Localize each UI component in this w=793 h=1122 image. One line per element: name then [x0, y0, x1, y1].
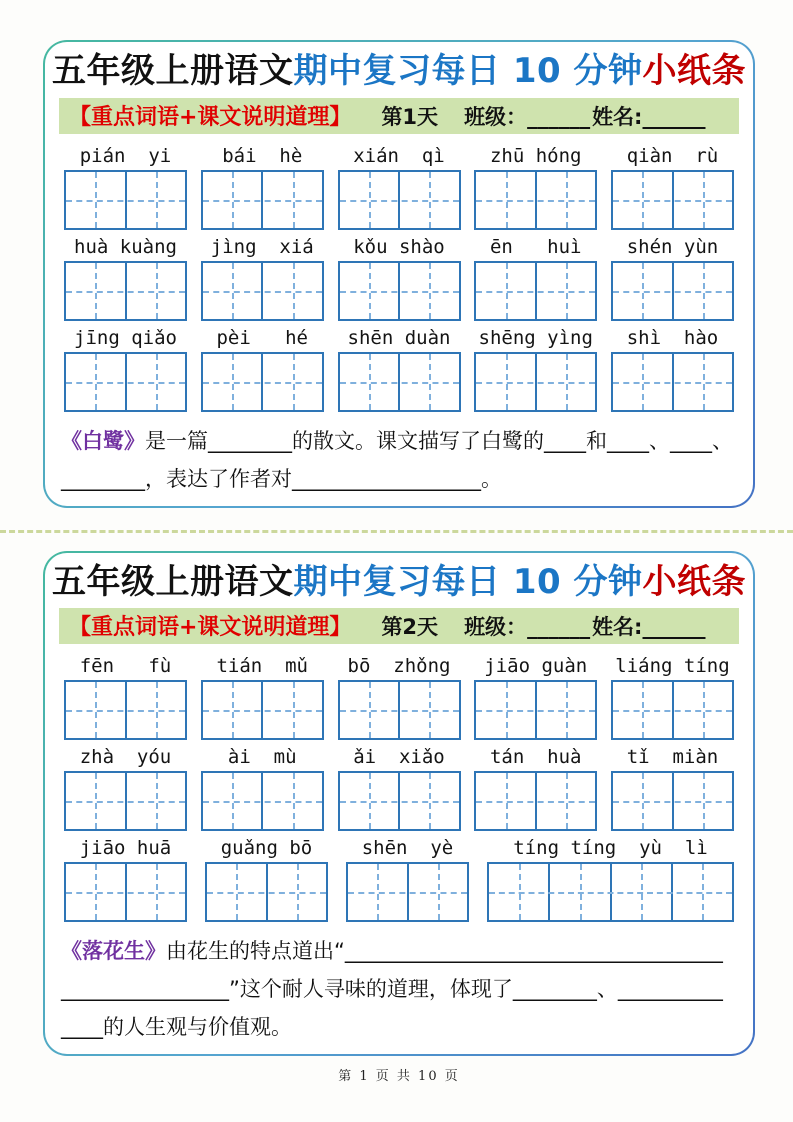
word-item	[611, 744, 734, 831]
grid-cell	[537, 172, 596, 228]
writing-grid	[474, 170, 597, 230]
word-item	[611, 234, 734, 321]
question-line	[61, 1008, 737, 1046]
question-line	[61, 422, 737, 460]
pinyin-label: guǎng bō	[220, 837, 313, 859]
grid-cell	[613, 354, 674, 410]
grid-cell	[203, 354, 264, 410]
word-row	[45, 744, 753, 831]
word-item-four-char	[487, 835, 734, 922]
word-row	[45, 234, 753, 321]
pinyin-label: jiāo huā	[79, 837, 172, 859]
grid-cell	[66, 682, 127, 738]
class-blank: ______	[527, 615, 591, 639]
grid-cell	[263, 354, 322, 410]
word-item	[64, 653, 187, 740]
writing-grid	[205, 862, 328, 922]
grid-cell	[400, 354, 459, 410]
grid-cell	[537, 682, 596, 738]
question-line	[61, 932, 737, 970]
banner-day: 第1天	[381, 104, 439, 129]
pinyin-label: liáng tíng	[615, 655, 730, 677]
word-item	[64, 835, 187, 922]
pinyin-label: shēn duàn	[347, 326, 451, 349]
grid-cell	[537, 263, 596, 319]
word-row	[45, 143, 753, 230]
pinyin-label: shì hào	[626, 326, 719, 349]
word-row	[45, 653, 753, 740]
fill-in-question	[61, 932, 737, 1046]
pinyin-label: bái hè	[222, 144, 303, 167]
course-title: 《落花生》	[61, 939, 166, 963]
question-line	[61, 970, 737, 1008]
grid-cell	[673, 864, 732, 920]
writing-grid	[474, 261, 597, 321]
word-item	[64, 744, 187, 831]
grid-cell	[400, 172, 459, 228]
writing-grid	[474, 352, 597, 412]
pinyin-label: tán huà	[489, 746, 582, 768]
writing-grid	[611, 170, 734, 230]
class-label: 班级：	[464, 104, 528, 129]
word-item	[338, 653, 461, 740]
grid-cell	[203, 682, 264, 738]
grid-cell	[127, 354, 186, 410]
worksheet-card-day2	[43, 551, 755, 1057]
class-label: 班级：	[464, 615, 528, 639]
grid-cell	[66, 773, 127, 829]
pinyin-label: ài mù	[227, 746, 297, 768]
title-review-part: 期中复习每日 10 分钟	[293, 51, 643, 91]
card-content	[45, 42, 753, 506]
writing-grid	[201, 170, 324, 230]
writing-grid	[64, 771, 187, 831]
writing-grid	[64, 680, 187, 740]
word-item	[64, 325, 187, 412]
writing-grid	[201, 261, 324, 321]
word-item	[474, 325, 597, 412]
writing-grid	[338, 261, 461, 321]
pinyin-label: qiàn rù	[626, 144, 719, 167]
grid-cell	[674, 172, 733, 228]
grid-cell	[674, 354, 733, 410]
grid-cell	[340, 354, 401, 410]
title-slip-part: 小纸条	[642, 51, 746, 91]
word-item	[611, 143, 734, 230]
word-item	[611, 325, 734, 412]
pinyin-label: huà kuàng	[74, 235, 177, 258]
writing-grid	[338, 170, 461, 230]
pinyin-label: tián mǔ	[216, 655, 308, 677]
writing-grid	[201, 771, 324, 831]
pinyin-label: pián yi	[79, 144, 172, 167]
writing-grid	[611, 261, 734, 321]
grid-cell	[127, 172, 186, 228]
grid-cell	[476, 773, 537, 829]
grid-cell	[537, 354, 596, 410]
writing-grid	[487, 862, 734, 922]
writing-grid	[474, 771, 597, 831]
writing-grid	[64, 862, 187, 922]
grid-cell	[400, 773, 459, 829]
pinyin-label: fēn fù	[79, 655, 172, 677]
grid-cell	[263, 682, 322, 738]
grid-cell	[613, 682, 674, 738]
word-item	[201, 744, 324, 831]
grid-cell	[400, 263, 459, 319]
word-item	[474, 744, 597, 831]
grid-cell	[476, 354, 537, 410]
grid-cell	[263, 263, 322, 319]
grid-cell	[340, 172, 401, 228]
grid-cell	[66, 354, 127, 410]
word-item	[474, 234, 597, 321]
grid-cell	[550, 864, 611, 920]
writing-grid	[201, 352, 324, 412]
pinyin-label: shén yùn	[626, 235, 719, 258]
writing-grid	[611, 352, 734, 412]
word-item	[474, 143, 597, 230]
grid-cell	[127, 864, 186, 920]
word-item	[474, 653, 597, 740]
course-title: 《白鹭》	[61, 428, 145, 453]
pinyin-label: kǒu shào	[353, 235, 445, 258]
word-item	[201, 143, 324, 230]
question-text: 是一篇________的散文。课文描写了白鹭的____和____、____、	[145, 428, 733, 453]
writing-grid	[474, 680, 597, 740]
worksheet-card-day1	[43, 40, 755, 508]
pinyin-grid-section	[45, 143, 753, 412]
name-label: 姓名:	[592, 104, 643, 129]
grid-cell	[400, 682, 459, 738]
pinyin-label: jiāo guàn	[484, 655, 588, 677]
pinyin-grid-section	[45, 653, 753, 922]
grid-cell	[612, 864, 673, 920]
grid-cell	[66, 864, 127, 920]
card-content	[45, 553, 753, 1055]
section-banner	[59, 608, 739, 644]
grid-cell	[263, 773, 322, 829]
pinyin-label: zhū hóng	[489, 144, 582, 167]
pinyin-label: shēng yìng	[478, 326, 593, 349]
writing-grid	[64, 170, 187, 230]
grid-cell	[476, 172, 537, 228]
title-review-part: 期中复习每日 10 分钟	[293, 561, 643, 602]
grid-cell	[127, 682, 186, 738]
word-item	[201, 653, 324, 740]
writing-grid	[338, 771, 461, 831]
word-item	[338, 143, 461, 230]
pinyin-label: jìng xiá	[210, 235, 314, 258]
page-footer: 第 1 页 共 10 页	[338, 1069, 460, 1084]
pinyin-label: pèi hé	[216, 326, 308, 349]
pinyin-label: ēn huì	[489, 235, 582, 258]
grid-cell	[340, 682, 401, 738]
section-banner	[59, 98, 739, 134]
question-text: ____的人生观与价值观。	[61, 1015, 292, 1039]
pinyin-label: tǐ miàn	[626, 746, 719, 768]
grid-cell	[268, 864, 327, 920]
title-grade-part: 五年级上册语文	[52, 561, 294, 602]
pinyin-label: shēn yè	[361, 837, 454, 859]
title-grade-part: 五年级上册语文	[52, 51, 294, 91]
writing-grid	[338, 680, 461, 740]
grid-cell	[674, 682, 733, 738]
word-row	[45, 325, 753, 412]
pinyin-label: zhà yóu	[79, 746, 172, 768]
name-blank: ______	[642, 104, 706, 129]
title-slip-part: 小纸条	[642, 561, 746, 602]
banner-day: 第2天	[381, 615, 439, 639]
cut-line-divider	[0, 530, 793, 533]
word-item	[201, 325, 324, 412]
page-title	[51, 561, 747, 604]
grid-cell	[203, 172, 264, 228]
grid-cell	[203, 263, 264, 319]
banner-topic: 【重点词语+课文说明道理】	[69, 104, 352, 130]
grid-cell	[340, 263, 401, 319]
grid-cell	[476, 682, 537, 738]
word-item	[338, 234, 461, 321]
writing-grid	[611, 680, 734, 740]
banner-topic: 【重点词语+课文说明道理】	[69, 615, 352, 640]
word-row	[45, 835, 753, 922]
pinyin-label: xián qì	[353, 144, 445, 167]
grid-cell	[674, 263, 733, 319]
question-text: ________，表达了作者对__________________。	[61, 466, 502, 491]
question-text: 由花生的特点道出“____________________________________	[166, 939, 723, 963]
grid-cell	[207, 864, 268, 920]
pinyin-label: bō zhǒng	[347, 655, 451, 677]
writing-grid	[64, 352, 187, 412]
grid-cell	[613, 172, 674, 228]
name-blank: ______	[642, 615, 706, 639]
grid-cell	[348, 864, 409, 920]
page-title	[51, 50, 747, 93]
grid-cell	[127, 773, 186, 829]
fill-in-question	[61, 422, 737, 498]
name-label: 姓名:	[592, 615, 643, 639]
grid-cell	[489, 864, 550, 920]
grid-cell	[127, 263, 186, 319]
grid-cell	[263, 172, 322, 228]
writing-grid	[201, 680, 324, 740]
grid-cell	[476, 263, 537, 319]
word-item	[338, 325, 461, 412]
grid-cell	[613, 773, 674, 829]
grid-cell	[66, 172, 127, 228]
grid-cell	[203, 773, 264, 829]
pinyin-label: jīng qiǎo	[74, 326, 177, 349]
word-item	[201, 234, 324, 321]
word-item	[64, 143, 187, 230]
writing-grid	[346, 862, 469, 922]
pinyin-label: tíng tíng yù lì	[513, 837, 708, 859]
word-item	[64, 234, 187, 321]
question-text: ________________”这个耐人寻味的道理，体现了________、__________	[61, 977, 723, 1001]
grid-cell	[537, 773, 596, 829]
word-item	[611, 653, 734, 740]
word-item	[205, 835, 328, 922]
pinyin-label: ǎi xiǎo	[353, 746, 445, 768]
grid-cell	[613, 263, 674, 319]
writing-grid	[611, 771, 734, 831]
writing-grid	[64, 261, 187, 321]
word-item	[338, 744, 461, 831]
class-blank: ______	[527, 104, 591, 129]
question-line	[61, 460, 737, 498]
grid-cell	[674, 773, 733, 829]
word-item	[346, 835, 469, 922]
writing-grid	[338, 352, 461, 412]
grid-cell	[409, 864, 468, 920]
grid-cell	[66, 263, 127, 319]
grid-cell	[340, 773, 401, 829]
